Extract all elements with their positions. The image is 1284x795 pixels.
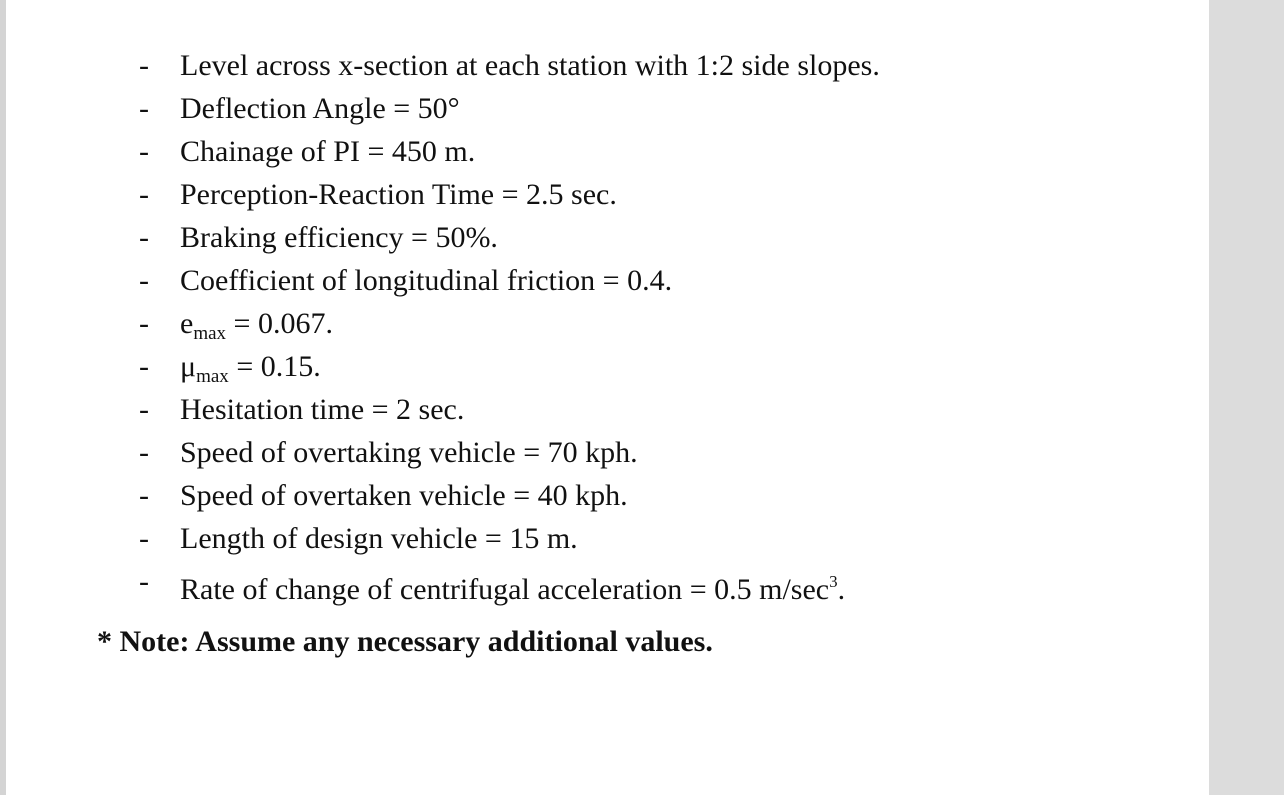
value-text: Rate of change of centrifugal acceleration = 0.5 m/sec: [180, 573, 830, 606]
bullet-dash: -: [139, 307, 149, 340]
note-text: * Note: Assume any necessary additional values.: [97, 625, 713, 658]
bullet-dash: -: [139, 350, 149, 383]
bullet-dash: -: [139, 178, 149, 211]
bullet-dash: -: [139, 264, 149, 297]
bullet-dash: -: [139, 393, 149, 426]
bullet-dash: -: [139, 436, 149, 469]
symbol-mu: μ: [180, 350, 197, 383]
bullet-dash: -: [139, 565, 149, 598]
superscript-3: 3: [829, 572, 838, 591]
item-text: Length of design vehicle = 15 m.: [180, 522, 578, 555]
suffix-period: .: [837, 573, 846, 606]
item-text: Braking efficiency = 50%.: [180, 221, 498, 254]
document-page: [6, 0, 1209, 795]
bullet-dash: -: [139, 221, 149, 254]
bullet-dash: -: [139, 479, 149, 512]
bullet-dash: -: [139, 92, 149, 125]
item-text: Perception-Reaction Time = 2.5 sec.: [180, 178, 617, 211]
bullet-dash: -: [139, 49, 149, 82]
item-text: Speed of overtaking vehicle = 70 kph.: [180, 436, 638, 469]
item-text: Speed of overtaken vehicle = 40 kph.: [180, 479, 628, 512]
item-text: Level across x-section at each station with 1:2 side slopes.: [180, 49, 880, 82]
item-text: [180, 560, 845, 611]
bullet-dash: -: [139, 522, 149, 555]
subscript-max: max: [193, 323, 227, 344]
right-side-panel: [1209, 0, 1284, 795]
subscript-max: max: [196, 366, 229, 387]
item-text: Deflection Angle = 50°: [180, 92, 460, 125]
item-text: Coefficient of longitudinal friction = 0.4.: [180, 264, 673, 297]
value-text: = 0.15.: [228, 350, 321, 383]
item-text: Hesitation time = 2 sec.: [180, 393, 465, 426]
item-text: Chainage of PI = 450 m.: [180, 135, 476, 168]
bullet-dash: -: [139, 135, 149, 168]
value-text: = 0.067.: [226, 307, 333, 340]
symbol-e: e: [180, 307, 194, 340]
